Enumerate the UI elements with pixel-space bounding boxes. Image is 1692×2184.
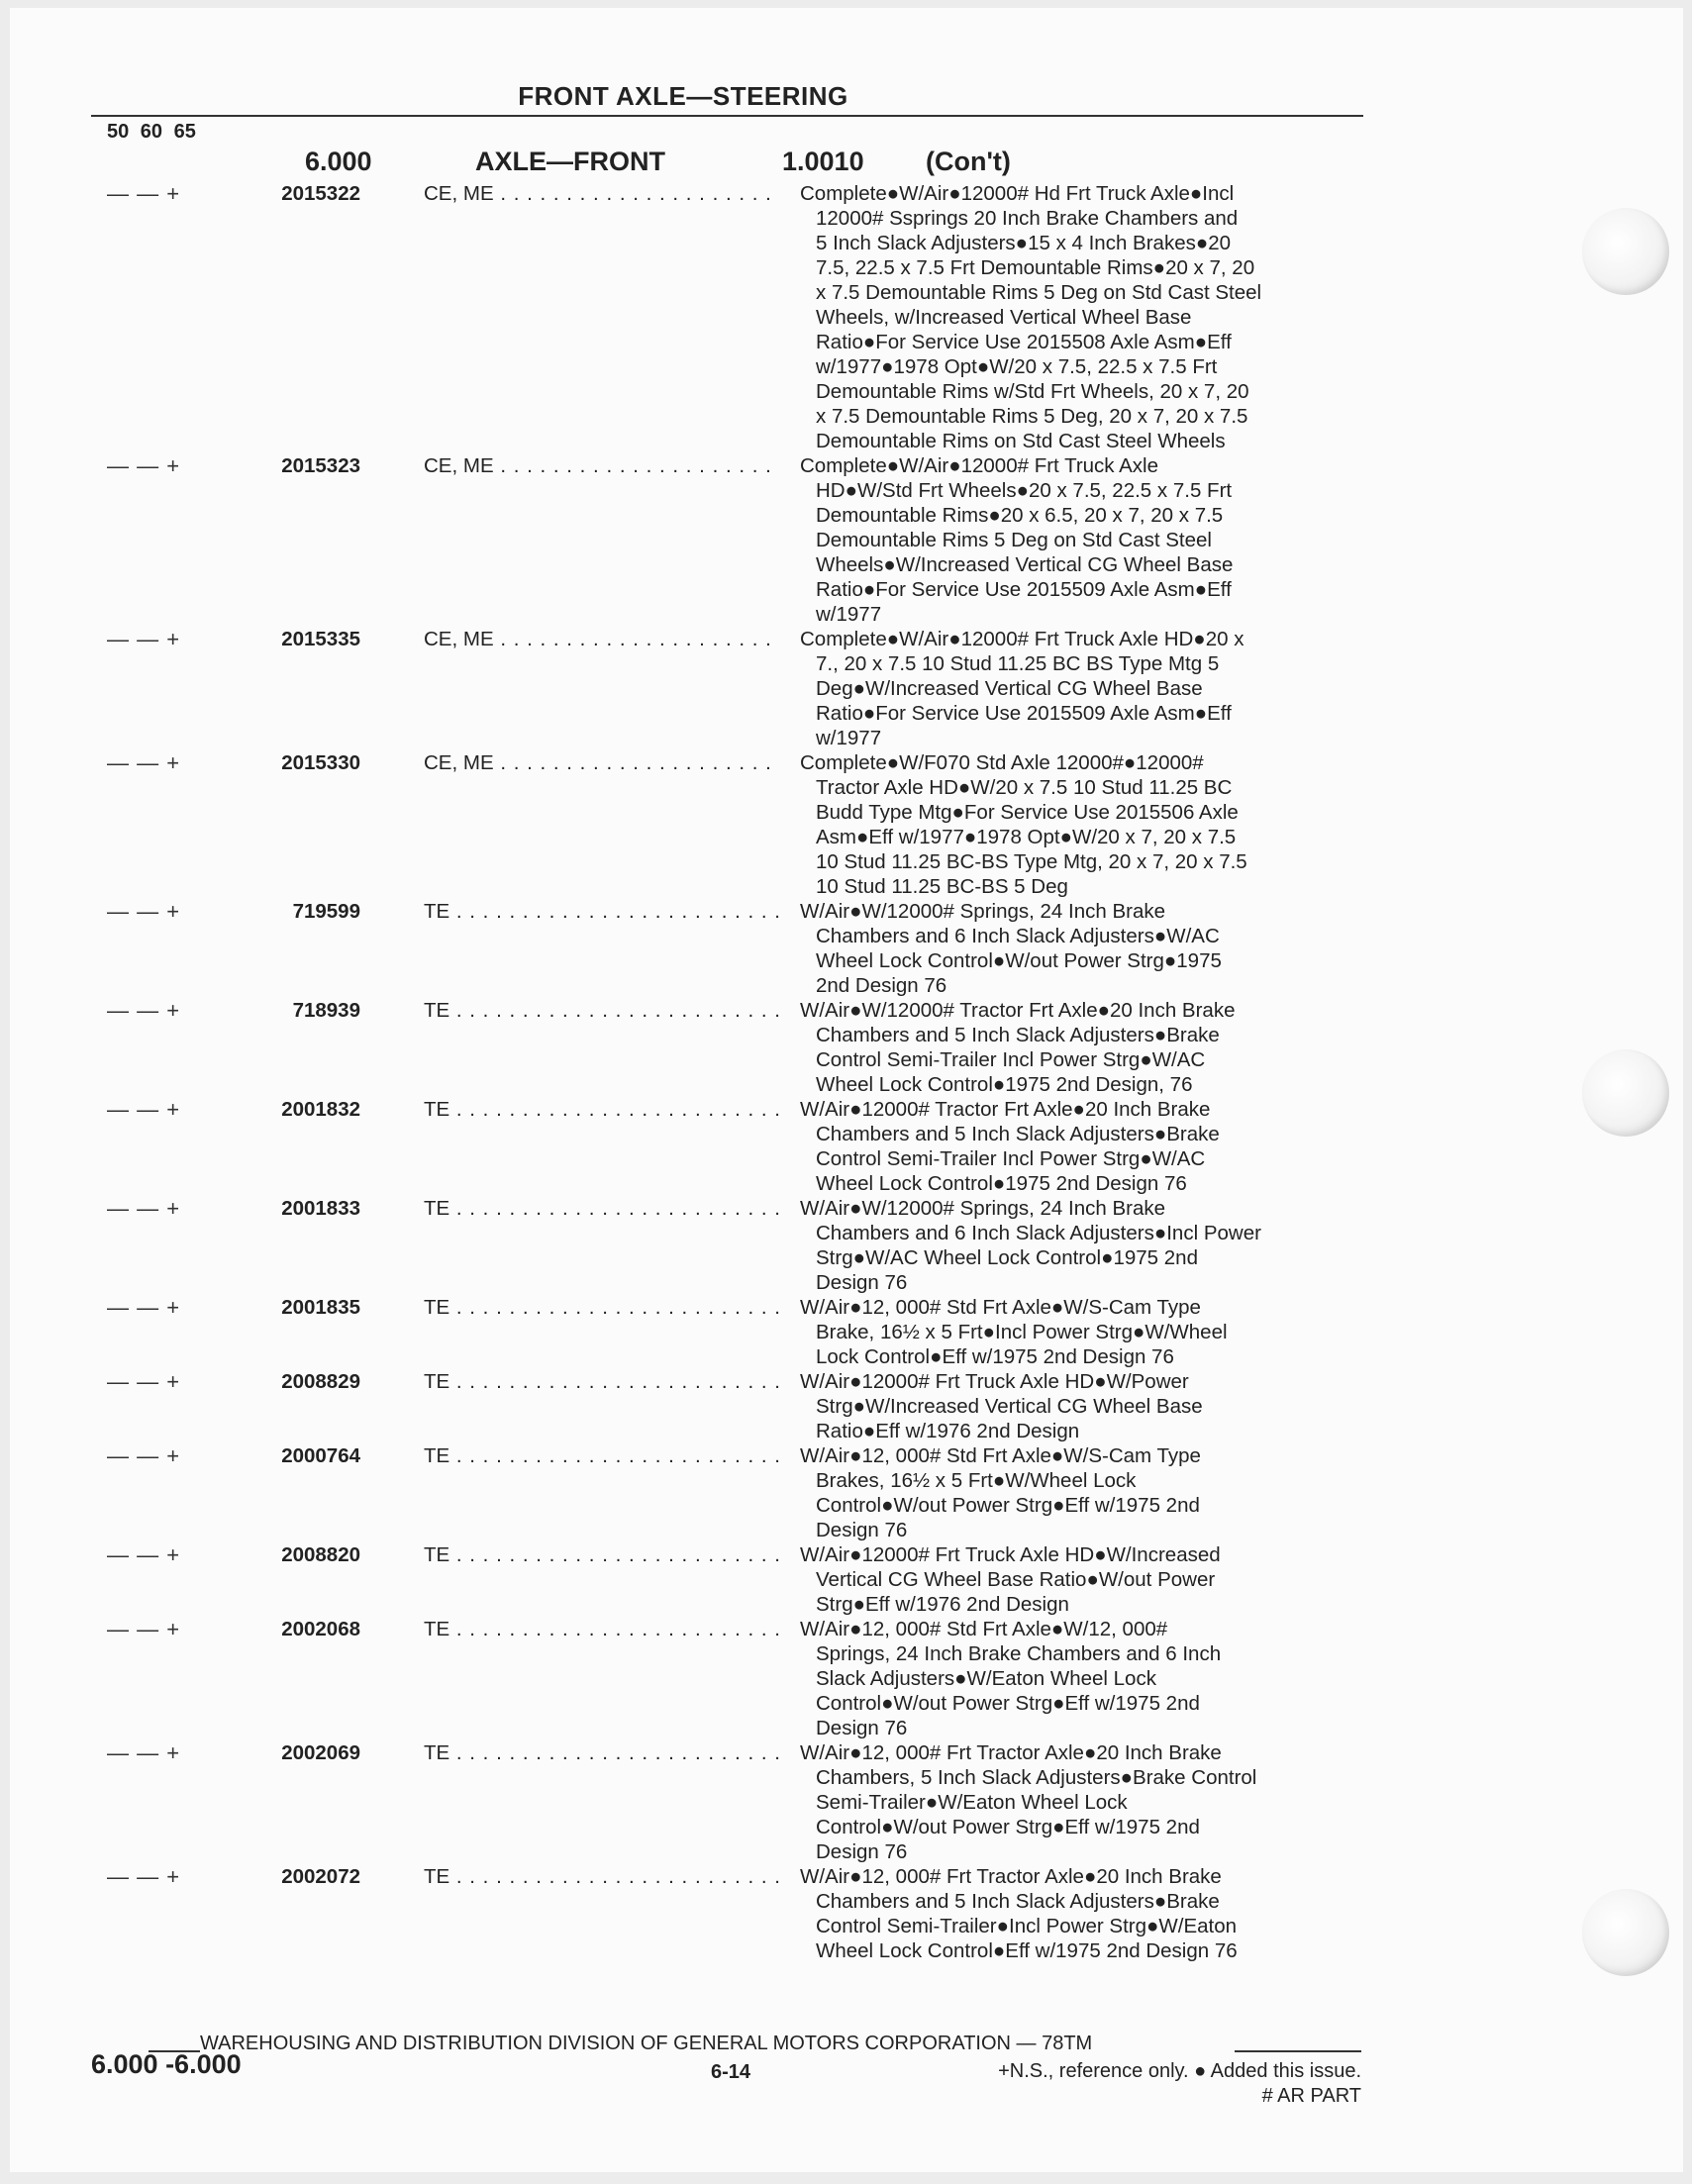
description-line: Control Semi-Trailer Incl Power Strg●W/AC [816, 1048, 1206, 1071]
usage-code: TE . . . [424, 1864, 780, 1889]
part-description [800, 1617, 1366, 1740]
description-line: Ratio●For Service Use 2015509 Axle Asm●Eff [816, 578, 1232, 601]
part-number: 2008820 [281, 1543, 360, 1566]
page-number: 6-14 [711, 2061, 751, 2083]
description-line: Chambers and 6 Inch Slack Adjusters●W/AC [816, 925, 1220, 947]
description-line: Strg●W/AC Wheel Lock Control●1975 2nd [816, 1246, 1198, 1269]
part-number: 2002072 [281, 1865, 360, 1888]
part-description [800, 1740, 1366, 1864]
part-description [800, 181, 1366, 453]
description-line: Wheels●W/Increased Vertical CG Wheel Base [816, 553, 1234, 576]
usage-code: CE, ME . . . [424, 627, 780, 651]
description-line: W/Air●12000# Frt Truck Axle HD●W/Increased [800, 1543, 1221, 1566]
part-number: 719599 [292, 900, 360, 923]
model-marks: — — + [107, 1196, 181, 1221]
description-line: Control Semi-Trailer●Incl Power Strg●W/Eaton [816, 1915, 1238, 1937]
part-description [800, 453, 1366, 627]
description-line: Control●W/out Power Strg●Eff w/1975 2nd [816, 1494, 1200, 1517]
description-line: Semi-Trailer●W/Eaton Wheel Lock [816, 1791, 1128, 1814]
description-line: W/Air●12, 000# Std Frt Axle●W/S-Cam Type [800, 1444, 1201, 1467]
part-description [800, 899, 1366, 998]
part-number: 2015335 [281, 628, 360, 650]
description-line: W/Air●12, 000# Frt Tractor Axle●20 Inch Brake [800, 1741, 1222, 1764]
model-marks: — — + [107, 1740, 181, 1765]
group-note: (Con't) [926, 147, 1011, 176]
model-marks: — — + [107, 1295, 181, 1320]
usage-code: CE, ME . . . [424, 453, 780, 478]
description-line: Springs, 24 Inch Brake Chambers and 6 Inch [816, 1642, 1222, 1665]
page-title: FRONT AXLE—STEERING [518, 81, 848, 111]
description-line: w/1977 [816, 727, 882, 749]
group-code: 1.0010 [782, 147, 864, 176]
description-line: Wheel Lock Control●1975 2nd Design, 76 [816, 1073, 1193, 1096]
description-line: w/1977 [816, 603, 882, 626]
usage-code: TE . . . [424, 1617, 780, 1641]
description-line: Wheels, w/Increased Vertical Wheel Base [816, 306, 1192, 329]
part-description [800, 1295, 1366, 1369]
description-line: Demountable Rims w/Std Frt Wheels, 20 x 7, 20 [816, 380, 1249, 403]
description-line: Brakes, 16½ x 5 Frt●W/Wheel Lock [816, 1469, 1137, 1492]
usage-code: TE . . . [424, 998, 780, 1023]
description-line: Complete●W/F070 Std Axle 12000#●12000# [800, 751, 1204, 774]
model-columns: 50 60 65 [107, 121, 196, 143]
title-rule [91, 115, 1363, 117]
description-line: HD●W/Std Frt Wheels●20 x 7.5, 22.5 x 7.5 Frt [816, 479, 1233, 502]
description-line: W/Air●12, 000# Std Frt Axle●W/12, 000# [800, 1618, 1168, 1640]
usage-code: TE . . . [424, 1196, 780, 1221]
description-line: W/Air●W/12000# Springs, 24 Inch Brake [800, 1197, 1166, 1220]
model-marks: — — + [107, 181, 181, 206]
part-description [800, 1443, 1366, 1542]
description-line: Slack Adjusters●W/Eaton Wheel Lock [816, 1667, 1156, 1690]
part-description [800, 1196, 1366, 1295]
model-marks: — — + [107, 1443, 181, 1468]
part-number: 2015323 [281, 454, 360, 477]
description-line: Design 76 [816, 1717, 908, 1739]
usage-code: TE . . . [424, 1443, 780, 1468]
part-description [800, 998, 1366, 1097]
description-line: Lock Control●Eff w/1975 2nd Design 76 [816, 1345, 1174, 1368]
part-description [800, 627, 1366, 750]
description-line: Chambers and 5 Inch Slack Adjusters●Brake [816, 1123, 1220, 1145]
part-number: 2002069 [281, 1741, 360, 1764]
description-line: Chambers and 5 Inch Slack Adjusters●Brake [816, 1024, 1220, 1046]
footer-range: 6.000 -6.000 [91, 2049, 242, 2079]
description-line: 5 Inch Slack Adjusters●15 x 4 Inch Brakes●20 [816, 232, 1232, 254]
section-code: 6.000 [305, 147, 372, 176]
description-line: 12000# Ssprings 20 Inch Brake Chambers and [816, 207, 1239, 230]
usage-code: TE . . . [424, 1740, 780, 1765]
description-line: Wheel Lock Control●Eff w/1975 2nd Design 76 [816, 1939, 1238, 1962]
model-marks: — — + [107, 1542, 181, 1567]
description-line: 10 Stud 11.25 BC-BS 5 Deg [816, 875, 1068, 898]
description-line: Budd Type Mtg●For Service Use 2015506 Axle [816, 801, 1239, 824]
part-number: 2015330 [281, 751, 360, 774]
legend-line: # AR PART [1261, 2085, 1361, 2107]
description-line: 10 Stud 11.25 BC-BS Type Mtg, 20 x 7, 20 x 7.5 [816, 850, 1247, 873]
description-line: 7.5, 22.5 x 7.5 Frt Demountable Rims●20 x 7, 20 [816, 256, 1255, 279]
description-line: Design 76 [816, 1840, 908, 1863]
description-line: W/Air●12000# Frt Truck Axle HD●W/Power [800, 1370, 1189, 1393]
part-number: 2001832 [281, 1098, 360, 1121]
description-line: Control Semi-Trailer Incl Power Strg●W/AC [816, 1147, 1206, 1170]
model-marks: — — + [107, 1097, 181, 1122]
description-line: Ratio●For Service Use 2015509 Axle Asm●Eff [816, 702, 1232, 725]
description-line: Ratio●For Service Use 2015508 Axle Asm●Eff [816, 331, 1232, 353]
binder-hole [1582, 1889, 1669, 1976]
description-line: Design 76 [816, 1271, 908, 1294]
description-line: Ratio●Eff w/1976 2nd Design [816, 1420, 1080, 1442]
model-marks: — — + [107, 1864, 181, 1889]
description-line: Wheel Lock Control●W/out Power Strg●1975 [816, 949, 1222, 972]
part-number: 2001835 [281, 1296, 360, 1319]
usage-code: TE . . . [424, 899, 780, 924]
description-line: x 7.5 Demountable Rims 5 Deg, 20 x 7, 20 x 7.5 [816, 405, 1248, 428]
part-number: 718939 [292, 999, 360, 1022]
description-line: 2nd Design 76 [816, 974, 947, 997]
description-line: Control●W/out Power Strg●Eff w/1975 2nd [816, 1692, 1200, 1715]
binder-hole [1582, 208, 1669, 295]
part-description [800, 1864, 1366, 1963]
description-line: Vertical CG Wheel Base Ratio●W/out Power [816, 1568, 1216, 1591]
description-line: Strg●Eff w/1976 2nd Design [816, 1593, 1069, 1616]
part-description [800, 1097, 1366, 1196]
description-line: Design 76 [816, 1519, 908, 1541]
usage-code: CE, ME . . . [424, 181, 780, 206]
description-line: w/1977●1978 Opt●W/20 x 7.5, 22.5 x 7.5 Frt [816, 355, 1218, 378]
description-line: Tractor Axle HD●W/20 x 7.5 10 Stud 11.25 BC [816, 776, 1233, 799]
description-line: W/Air●W/12000# Tractor Frt Axle●20 Inch Brake [800, 999, 1236, 1022]
usage-code: TE . . . [424, 1097, 780, 1122]
binder-hole [1582, 1049, 1669, 1137]
model-marks: — — + [107, 899, 181, 924]
part-description [800, 1369, 1366, 1443]
model-marks: — — + [107, 453, 181, 478]
section-name: AXLE—FRONT [475, 147, 665, 176]
description-line: Chambers and 6 Inch Slack Adjusters●Incl Power [816, 1222, 1261, 1244]
footer-legend [886, 2059, 1361, 2109]
description-line: Chambers, 5 Inch Slack Adjusters●Brake Control [816, 1766, 1257, 1789]
model-marks: — — + [107, 627, 181, 651]
description-line: W/Air●12, 000# Std Frt Axle●W/S-Cam Type [800, 1296, 1201, 1319]
part-description [800, 1542, 1366, 1617]
part-description [800, 750, 1366, 899]
description-line: Demountable Rims 5 Deg on Std Cast Steel [816, 529, 1212, 551]
description-line: Deg●W/Increased Vertical CG Wheel Base [816, 677, 1203, 700]
description-line: x 7.5 Demountable Rims 5 Deg on Std Cast Steel [816, 281, 1262, 304]
footer-rule-right [1235, 2050, 1361, 2052]
part-number: 2002068 [281, 1618, 360, 1640]
description-line: Demountable Rims on Std Cast Steel Wheels [816, 430, 1226, 452]
model-marks: — — + [107, 1617, 181, 1641]
model-marks: — — + [107, 1369, 181, 1394]
description-line: Control●W/out Power Strg●Eff w/1975 2nd [816, 1816, 1200, 1838]
description-line: Wheel Lock Control●1975 2nd Design 76 [816, 1172, 1187, 1195]
usage-code: TE . . . [424, 1369, 780, 1394]
description-line: W/Air●W/12000# Springs, 24 Inch Brake [800, 900, 1166, 923]
description-line: 7., 20 x 7.5 10 Stud 11.25 BC BS Type Mtg 5 [816, 652, 1220, 675]
description-line: W/Air●12, 000# Frt Tractor Axle●20 Inch Brake [800, 1865, 1222, 1888]
part-number: 2001833 [281, 1197, 360, 1220]
description-line: Complete●W/Air●12000# Frt Truck Axle [800, 454, 1159, 477]
footer-division: WAREHOUSING AND DISTRIBUTION DIVISION OF GENERAL MOTORS CORPORATION — 78TM [200, 2033, 1093, 2054]
usage-code: TE . . . [424, 1542, 780, 1567]
description-line: Chambers and 5 Inch Slack Adjusters●Brake [816, 1890, 1220, 1913]
description-line: Strg●W/Increased Vertical CG Wheel Base [816, 1395, 1203, 1418]
description-line: Asm●Eff w/1977●1978 Opt●W/20 x 7, 20 x 7.5 [816, 826, 1237, 848]
description-line: Brake, 16½ x 5 Frt●Incl Power Strg●W/Wheel [816, 1321, 1228, 1343]
model-marks: — — + [107, 750, 181, 775]
description-line: Complete●W/Air●12000# Frt Truck Axle HD●20 x [800, 628, 1244, 650]
usage-code: CE, ME . . . [424, 750, 780, 775]
description-line: Demountable Rims●20 x 6.5, 20 x 7, 20 x 7.5 [816, 504, 1224, 527]
part-number: 2000764 [281, 1444, 360, 1467]
model-marks: — — + [107, 998, 181, 1023]
description-line: W/Air●12000# Tractor Frt Axle●20 Inch Brake [800, 1098, 1211, 1121]
part-number: 2008829 [281, 1370, 360, 1393]
legend-line: +N.S., reference only. ● Added this issue. [998, 2060, 1361, 2082]
part-number: 2015322 [281, 182, 360, 205]
description-line: Complete●W/Air●12000# Hd Frt Truck Axle●Incl [800, 182, 1235, 205]
usage-code: TE . . . [424, 1295, 780, 1320]
